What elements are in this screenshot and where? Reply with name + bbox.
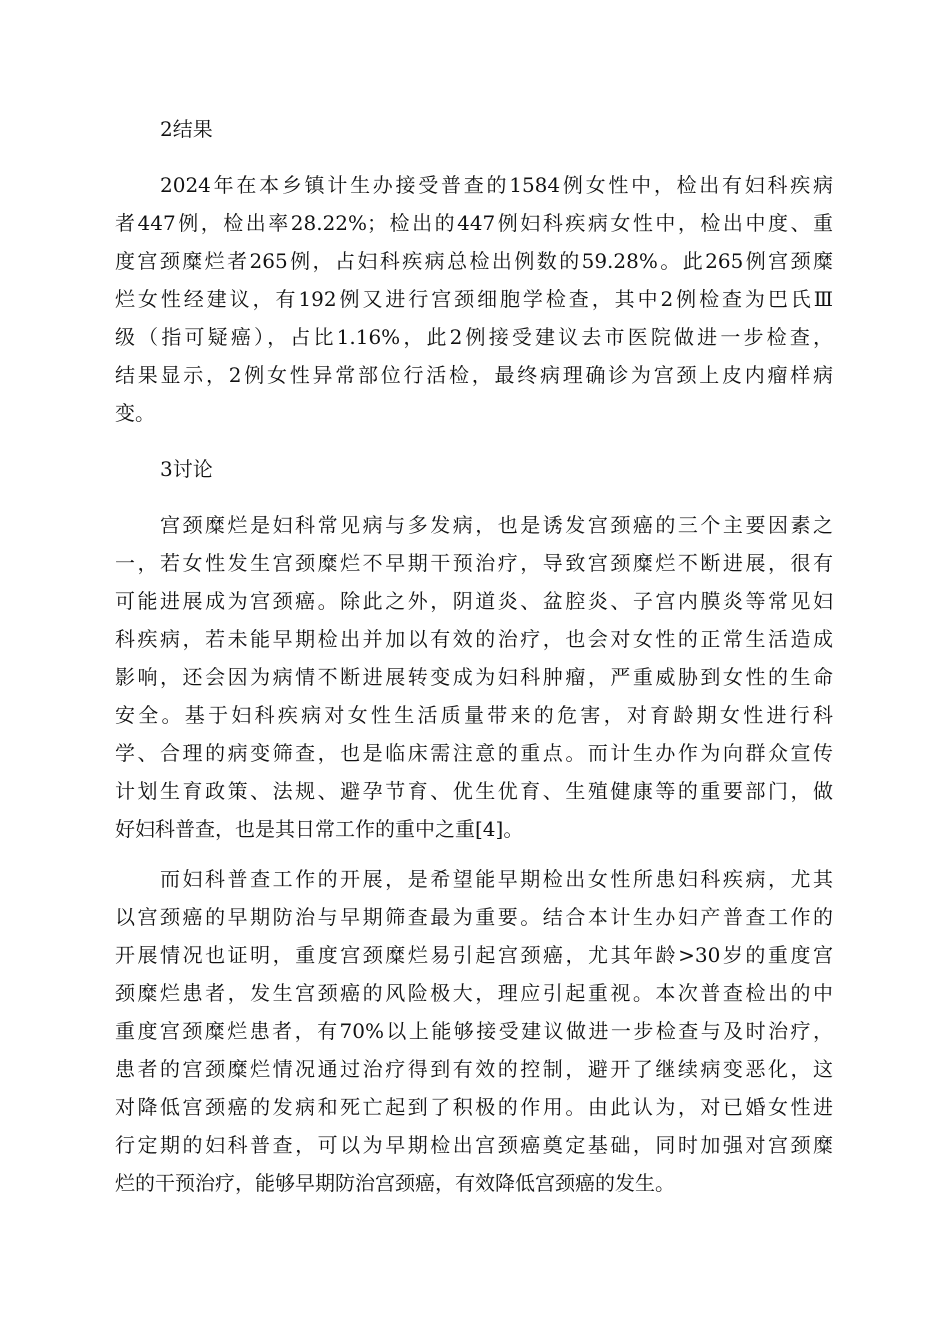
paragraph-line: 对降低宫颈癌的发病和死亡起到了积极的作用。由此认为，对已婚女性进 — [115, 1095, 833, 1119]
paragraph-line: 以宫颈癌的早期防治与早期筛查最为重要。结合本计生办妇产普查工作的 — [115, 905, 833, 929]
paragraph-line: 而妇科普查工作的开展，是希望能早期检出女性所患妇科疾病，尤其 — [160, 867, 833, 891]
paragraph-line: 烂的干预治疗，能够早期防治宫颈癌，有效降低宫颈癌的发生。 — [115, 1171, 675, 1195]
paragraph-line: 患者的宫颈糜烂情况通过治疗得到有效的控制，避开了继续病变恶化，这 — [115, 1057, 833, 1081]
paragraph-line: 影响，还会因为病情不断进展转变成为妇科肿瘤，严重威胁到女性的生命 — [115, 665, 833, 689]
paragraph-line: 可能进展成为宫颈癌。除此之外，阴道炎、盆腔炎、子宫内膜炎等常见妇 — [115, 589, 833, 613]
paragraph-line: 科疾病，若未能早期检出并加以有效的治疗，也会对女性的正常生活造成 — [115, 627, 833, 651]
paragraph-line: 安全。基于妇科疾病对女性生活质量带来的危害，对育龄期女性进行科 — [115, 703, 833, 727]
paragraph-line: 学、合理的病变筛查，也是临床需注意的重点。而计生办作为向群众宣传 — [115, 741, 833, 765]
section-heading-results: 2结果 — [160, 117, 213, 141]
section-heading-discussion: 3讨论 — [160, 457, 213, 481]
paragraph-line: 开展情况也证明，重度宫颈糜烂易引起宫颈癌，尤其年龄>30岁的重度宫 — [115, 943, 833, 967]
paragraph-line: 变。 — [115, 401, 155, 425]
paragraph-line: 级（指可疑癌），占比1.16%，此2例接受建议去市医院做进一步检查， — [115, 325, 833, 349]
paragraph-line: 重度宫颈糜烂患者，有70%以上能够接受建议做进一步检查与及时治疗， — [115, 1019, 833, 1043]
paragraph-line: 一，若女性发生宫颈糜烂不早期干预治疗，导致宫颈糜烂不断进展，很有 — [115, 551, 833, 575]
paragraph-line: 度宫颈糜烂者265例，占妇科疾病总检出例数的59.28%。此265例宫颈糜 — [115, 249, 833, 273]
paragraph-line: 好妇科普查，也是其日常工作的重中之重[4]。 — [115, 817, 524, 841]
paragraph-line: 结果显示，2例女性异常部位行活检，最终病理确诊为宫颈上皮内瘤样病 — [115, 363, 833, 387]
paragraph-line: 者447例，检出率28.22%；检出的447例妇科疾病女性中，检出中度、重 — [115, 211, 833, 235]
paragraph-line: 计划生育政策、法规、避孕节育、优生优育、生殖健康等的重要部门，做 — [115, 779, 833, 803]
paragraph-line: 烂女性经建议，有192例又进行宫颈细胞学检查，其中2例检查为巴氏Ⅲ — [115, 287, 833, 311]
paragraph-line: 行定期的妇科普查，可以为早期检出宫颈癌奠定基础，同时加强对宫颈糜 — [115, 1133, 833, 1157]
paragraph-line: 宫颈糜烂是妇科常见病与多发病，也是诱发宫颈癌的三个主要因素之 — [160, 513, 833, 537]
paragraph-line: 颈糜烂患者，发生宫颈癌的风险极大，理应引起重视。本次普查检出的中 — [115, 981, 833, 1005]
paragraph-line: 2024年在本乡镇计生办接受普查的1584例女性中，检出有妇科疾病 — [160, 173, 833, 197]
